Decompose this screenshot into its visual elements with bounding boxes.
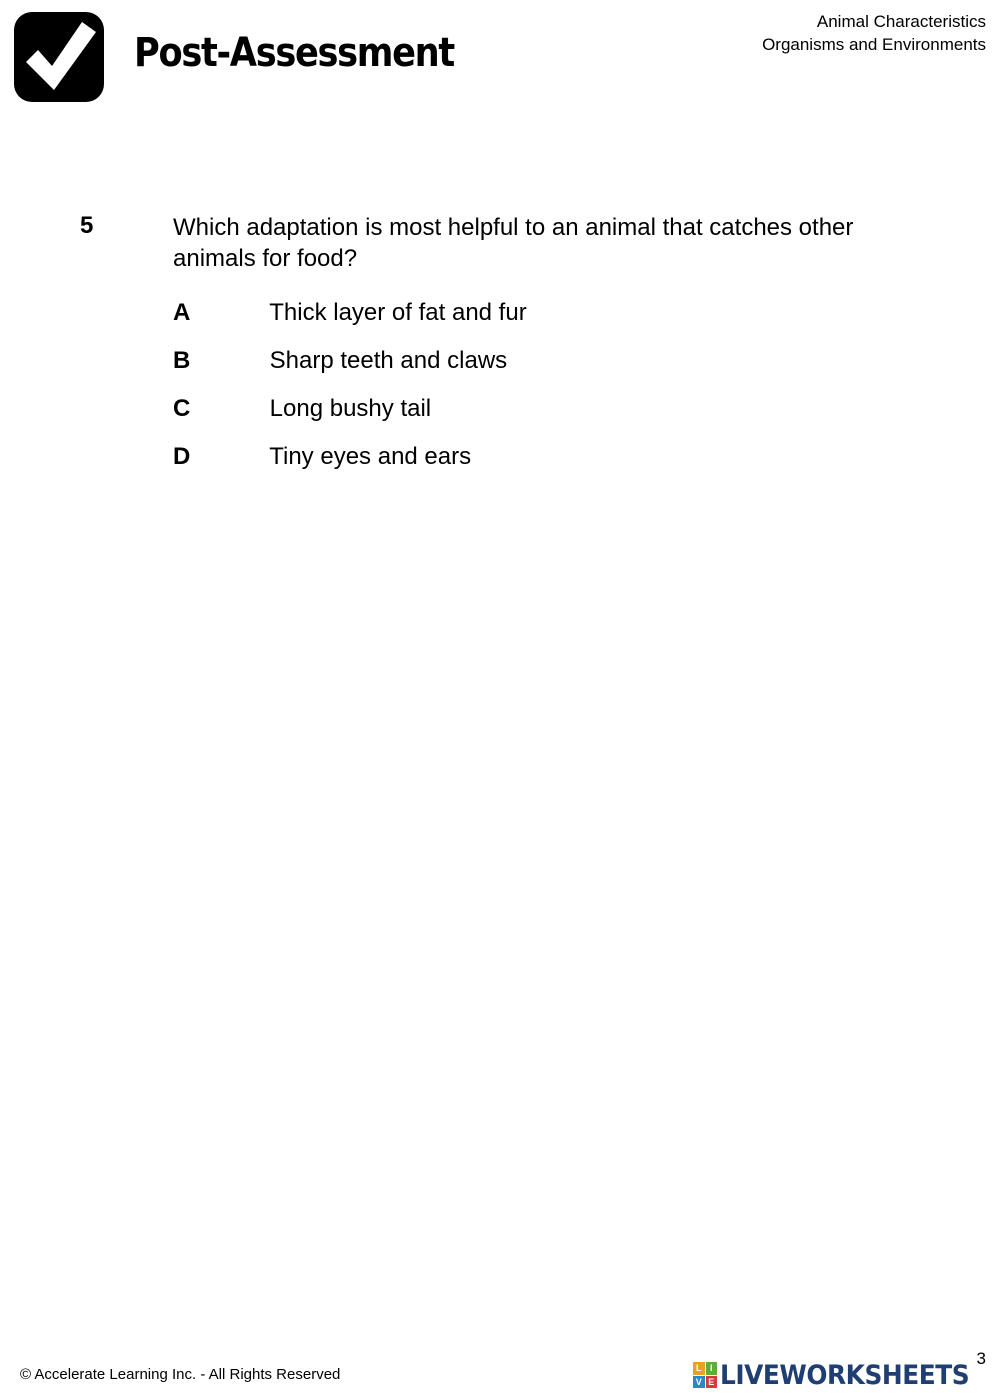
checkmark-icon	[12, 10, 106, 104]
question-text: Which adaptation is most helpful to an animal that catches other animals for food?	[173, 214, 854, 272]
watermark-text: LIVEWORKSHEETS	[720, 1359, 970, 1391]
subject-label: Animal Characteristics	[816, 12, 986, 31]
option-b[interactable]	[173, 345, 527, 393]
question-number: 5	[80, 212, 94, 239]
option-d[interactable]	[173, 441, 527, 489]
option-text: Thick layer of fat and fur	[269, 299, 527, 326]
option-c[interactable]	[173, 393, 527, 441]
header-info	[762, 10, 986, 56]
liveworksheets-logo	[693, 1360, 991, 1390]
option-a[interactable]	[173, 297, 527, 345]
logo-block: L	[693, 1362, 705, 1375]
option-letter: A	[173, 299, 191, 326]
logo-blocks-icon	[693, 1362, 717, 1388]
logo-block: E	[706, 1376, 718, 1389]
logo-block: V	[693, 1376, 705, 1389]
option-letter: B	[173, 347, 191, 374]
option-letter: C	[173, 395, 191, 422]
logo-block: I	[706, 1362, 718, 1375]
option-text: Tiny eyes and ears	[269, 443, 472, 470]
answer-options	[173, 297, 527, 489]
page-title: Post-Assessment	[134, 30, 454, 76]
copyright-notice: © Accelerate Learning Inc. - All Rights Reserved	[20, 1366, 341, 1383]
option-text: Long bushy tail	[269, 395, 432, 422]
unit-label: Organisms and Environments	[762, 35, 986, 54]
option-letter: D	[173, 443, 191, 470]
option-text: Sharp teeth and claws	[269, 347, 508, 374]
page-number: 3	[976, 1349, 986, 1368]
